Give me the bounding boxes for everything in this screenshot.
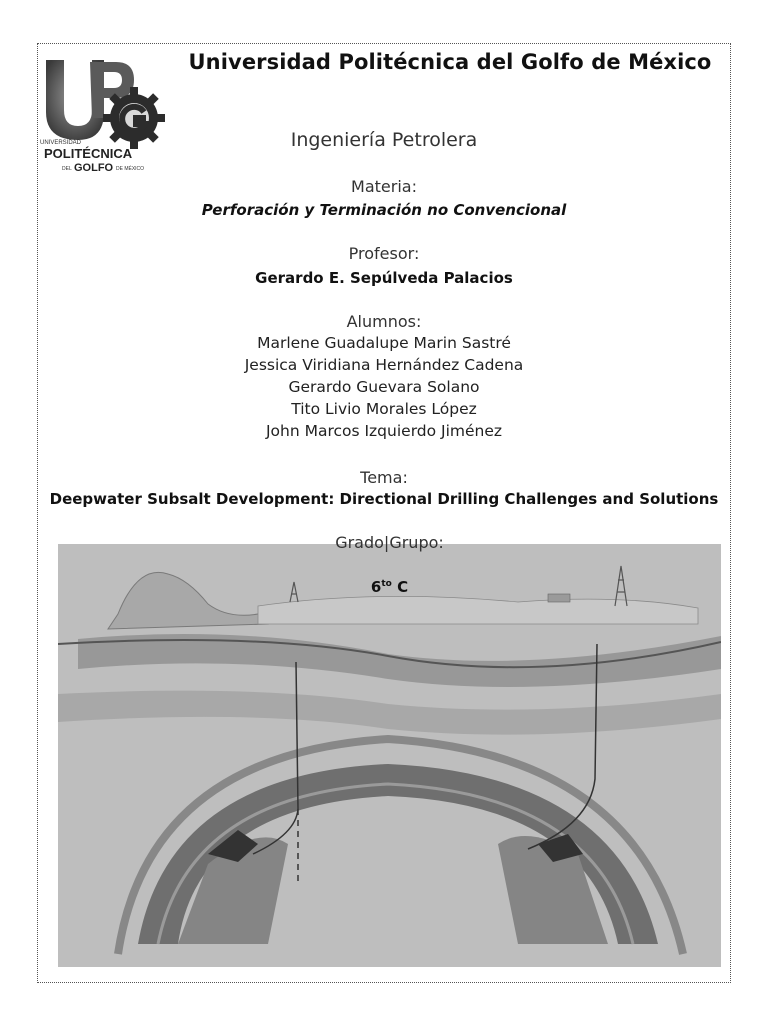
topic-label: Tema: [360,468,408,487]
svg-text:UNIVERSIDAD: UNIVERSIDAD [40,140,82,146]
university-logo [38,48,173,178]
students-label: Alumnos: [346,312,422,331]
group-letter: C [397,578,409,596]
student-name: John Marcos Izquierdo Jiménez [265,422,503,440]
topic-value: Deepwater Subsalt Development: Directional Drilling Challenges and Solutions [49,490,719,508]
career-name: Ingeniería Petrolera [290,129,478,151]
professor-name: Gerardo E. Sepúlveda Palacios [255,269,513,287]
group-label: Grado|Grupo: [335,533,444,552]
group-value [58,578,721,596]
grade-number: 6 [370,578,382,596]
svg-text:DEL: DEL [62,166,72,172]
subsalt-drilling-drawing [58,544,721,967]
svg-text:POLITÉCNICA: POLITÉCNICA [44,146,133,161]
subject-label: Materia: [351,177,417,196]
student-name: Gerardo Guevara Solano [288,378,480,396]
subject-value: Perforación y Terminación no Convencional [201,201,567,219]
svg-text:GOLFO: GOLFO [74,162,114,174]
geology-illustration [58,544,721,967]
student-name: Tito Livio Morales López [291,400,477,418]
student-name: Jessica Viridiana Hernández Cadena [244,356,524,374]
svg-text:DE MÉXICO: DE MÉXICO [116,166,145,172]
grade-suffix: to [381,579,392,589]
students-list [40,332,728,442]
university-title: Universidad Politécnica del Golfo de México [188,50,712,74]
student-name: Marlene Guadalupe Marin Sastré [257,334,511,352]
logo-graphic [38,48,173,178]
professor-label: Profesor: [348,244,420,263]
